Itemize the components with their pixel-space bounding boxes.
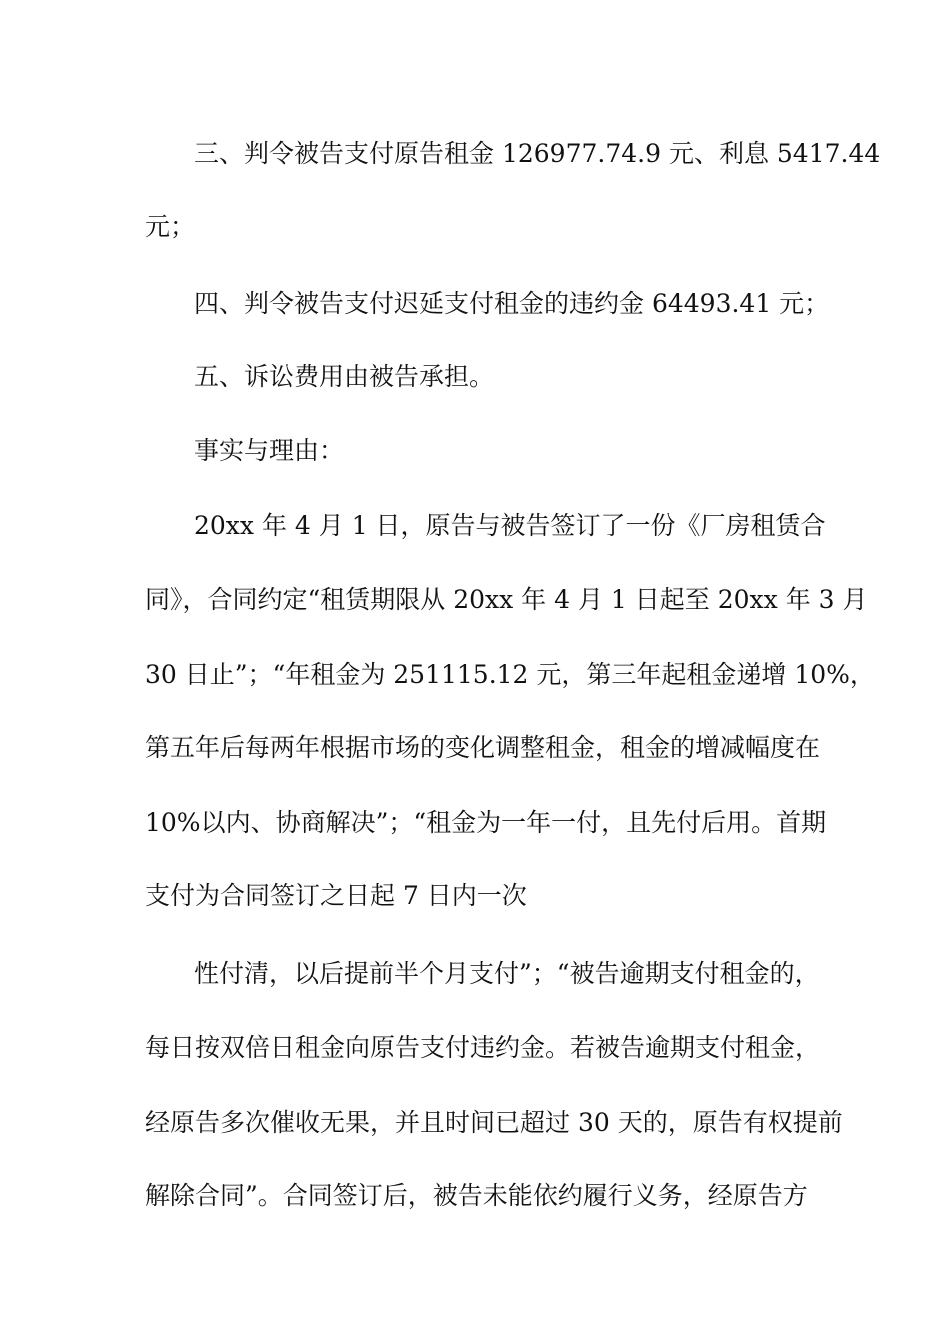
paragraph-line-7: 性付清，以后提前半个月支付”；“被告逾期支付租金的， [194, 959, 820, 988]
paragraph-line-4: 第五年后每两年根据市场的变化调整租金，租金的增减幅度在 [145, 733, 821, 762]
paragraph-line-3: 30 日止”；“年租金为 251115.12 元，第三年起租金递增 10%， [145, 660, 875, 689]
paragraph-line-5: 10%以内、协商解决”；“租金为一年一付，且先付后用。首期 [145, 808, 827, 837]
paragraph-line-1: 20xx 年 4 月 1 日，原告与被告签订了一份《厂房租赁合 [194, 511, 826, 540]
clause-three-line-2: 元； [145, 212, 196, 241]
facts-heading: 事实与理由： [194, 436, 345, 465]
clause-four: 四、判令被告支付迟延支付租金的违约金 64493.41 元； [194, 289, 830, 318]
clause-three-line-1: 三、判令被告支付原告租金 126977.74.9 元、利息 5417.44 [194, 139, 881, 168]
clause-five: 五、诉讼费用由被告承担。 [194, 362, 495, 391]
paragraph-line-10: 解除合同”。合同签订后，被告未能依约履行义务，经原告方 [145, 1181, 808, 1210]
paragraph-line-6: 支付为合同签订之日起 7 日内一次 [145, 881, 527, 910]
paragraph-line-9: 经原告多次催收无果，并且时间已超过 30 天的，原告有权提前 [145, 1108, 843, 1137]
paragraph-line-8: 每日按双倍日租金向原告支付违约金。若被告逾期支付租金， [145, 1033, 821, 1062]
paragraph-line-2: 同》，合同约定“租赁期限从 20xx 年 4 月 1 日起至 20xx 年 3 月 [145, 585, 868, 614]
